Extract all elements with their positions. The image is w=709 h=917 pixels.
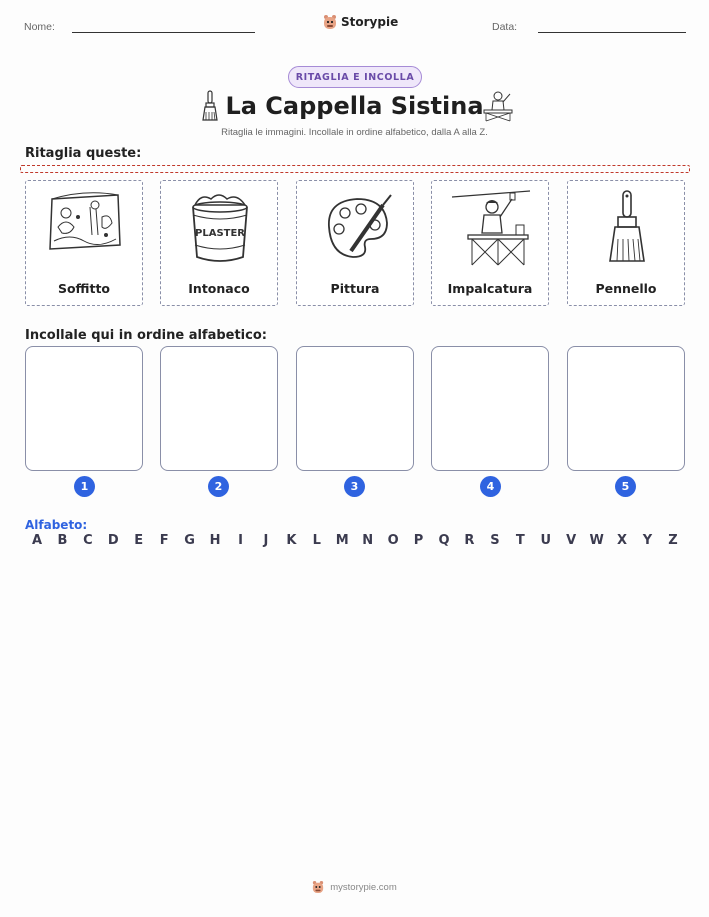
paste-slot-3[interactable] <box>296 346 414 471</box>
card-label: Impalcatura <box>447 281 533 296</box>
card-label: Soffitto <box>57 281 111 296</box>
page-title: La Cappella Sistina <box>225 92 484 120</box>
cut-card-pennello[interactable] <box>567 180 685 306</box>
card-label: Intonaco <box>188 281 250 296</box>
alphabet-letter: O <box>387 533 399 548</box>
slot-number-4: 4 <box>480 476 501 497</box>
alphabet-row <box>25 533 685 548</box>
alphabet-letter: I <box>238 533 243 548</box>
cut-card-pittura[interactable] <box>296 180 414 306</box>
brand-logo <box>323 14 398 30</box>
footer-site[interactable]: mystorypie.com <box>330 881 397 893</box>
slot-number-5: 5 <box>615 476 636 497</box>
alphabet-letter: F <box>159 533 169 548</box>
name-line[interactable] <box>72 32 255 33</box>
plaster-bucket-icon <box>175 187 265 267</box>
paste-slot-4[interactable] <box>431 346 549 471</box>
cut-section-label: Ritaglia queste: <box>25 146 142 161</box>
alphabet-letter: T <box>515 533 525 548</box>
paint-palette-icon <box>311 187 401 267</box>
alphabet-letter: L <box>312 533 321 548</box>
slot-number-1: 1 <box>74 476 95 497</box>
svg-text:PLASTER: PLASTER <box>195 228 245 239</box>
alphabet-letter: Z <box>668 533 678 548</box>
alphabet-letter: Q <box>438 533 450 548</box>
alphabet-letter: E <box>134 533 144 548</box>
footer <box>0 880 709 894</box>
alphabet-letter: B <box>57 533 68 548</box>
paste-slot-1[interactable] <box>25 346 143 471</box>
alphabet-letter: R <box>464 533 475 548</box>
storypie-mascot-icon <box>323 14 337 30</box>
card-label: Pittura <box>330 281 380 296</box>
slot-number-2: 2 <box>208 476 229 497</box>
alphabet-letter: S <box>490 533 500 548</box>
alphabet-letter: N <box>362 533 374 548</box>
alphabet-letter: U <box>540 533 552 548</box>
brand-name: Storypie <box>341 15 399 29</box>
storypie-mascot-icon <box>312 880 324 894</box>
cut-card-intonaco[interactable] <box>160 180 278 306</box>
alphabet-letter: H <box>209 533 221 548</box>
alphabet-letter: M <box>335 533 349 548</box>
paste-slot-2[interactable] <box>160 346 278 471</box>
alphabet-letter: D <box>107 533 119 548</box>
alphabet-label: Alfabeto: <box>25 518 88 532</box>
alphabet-letter: C <box>83 533 93 548</box>
paste-slot-5[interactable] <box>567 346 685 471</box>
date-line[interactable] <box>538 32 686 33</box>
activity-badge: RITAGLIA E INCOLLA <box>288 66 422 88</box>
alphabet-letter: W <box>589 533 604 548</box>
cut-line[interactable] <box>20 165 690 173</box>
alphabet-letter: K <box>286 533 297 548</box>
cut-card-impalcatura[interactable] <box>431 180 549 306</box>
instructions: Ritaglia le immagini. Incollale in ordine alfabetico, dalla A alla Z. <box>221 127 488 138</box>
card-label: Pennello <box>595 281 657 296</box>
alphabet-letter: G <box>184 533 195 548</box>
alphabet-letter: V <box>566 533 577 548</box>
scaffold-decoration-icon <box>481 88 515 122</box>
paintbrush-icon <box>582 187 672 267</box>
alphabet-letter: J <box>263 533 269 548</box>
ceiling-fresco-icon <box>40 187 130 267</box>
paste-section-label: Incollale qui in ordine alfabetico: <box>25 328 267 343</box>
alphabet-letter: P <box>413 533 424 548</box>
date-label: Data: <box>492 21 518 33</box>
name-label: Nome: <box>24 21 55 33</box>
scaffold-painter-icon <box>446 187 536 267</box>
cut-card-soffitto[interactable] <box>25 180 143 306</box>
alphabet-letter: X <box>617 533 628 548</box>
alphabet-letter: A <box>31 533 43 548</box>
slot-number-3: 3 <box>344 476 365 497</box>
alphabet-letter: Y <box>642 533 653 548</box>
